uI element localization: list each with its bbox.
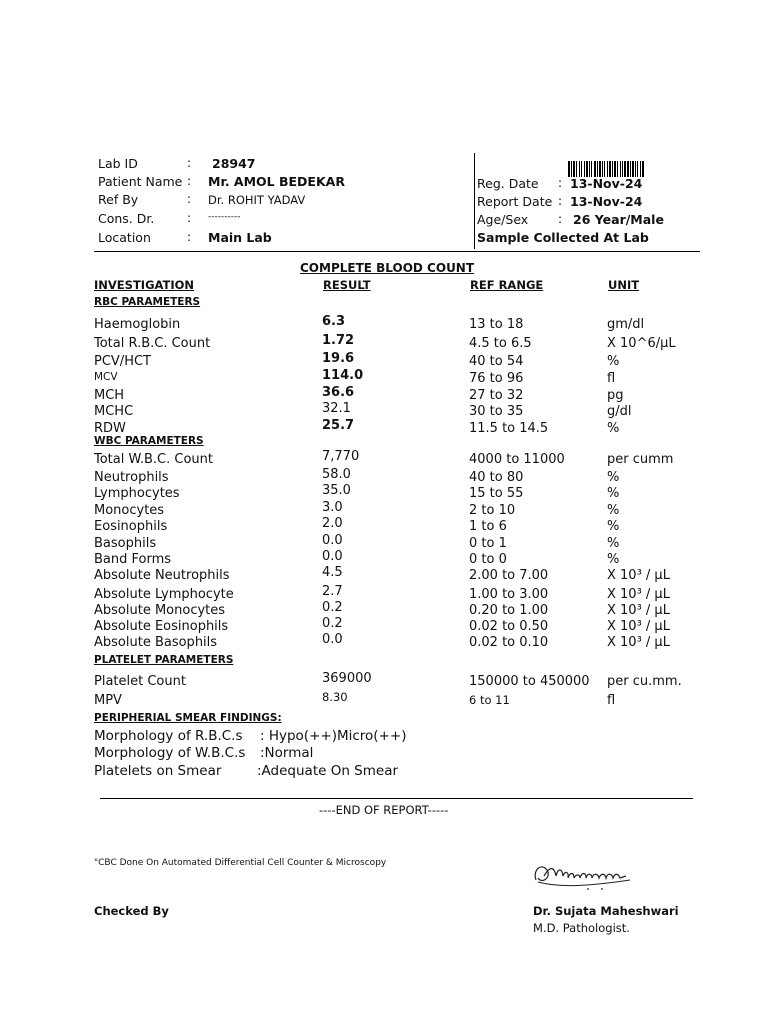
unit: % bbox=[607, 354, 620, 369]
test-result: 0.0 bbox=[322, 632, 343, 647]
ref-range: 6 to 11 bbox=[469, 693, 510, 707]
unit: X 10³ / µL bbox=[607, 587, 670, 602]
colon: : bbox=[558, 194, 563, 208]
test-name: MPV bbox=[94, 693, 122, 708]
location-label: Location bbox=[98, 230, 151, 245]
section-wbc: WBC PARAMETERS bbox=[94, 435, 204, 447]
report-date-value: 13-Nov-24 bbox=[570, 194, 643, 209]
section-rbc: RBC PARAMETERS bbox=[94, 296, 201, 308]
barcode bbox=[568, 161, 688, 177]
unit: pg bbox=[607, 388, 624, 403]
ref-range: 1 to 6 bbox=[469, 519, 507, 534]
unit: % bbox=[607, 536, 620, 551]
test-result: 2.0 bbox=[322, 516, 343, 531]
lab-id-value: 28947 bbox=[212, 156, 256, 171]
smear-wbc-value: :Normal bbox=[260, 745, 314, 761]
ref-range: 4.5 to 6.5 bbox=[469, 336, 532, 351]
col-ref-range: REF RANGE bbox=[470, 278, 544, 292]
location-value: Main Lab bbox=[208, 230, 272, 245]
test-name: Monocytes bbox=[94, 503, 165, 518]
signature bbox=[530, 858, 640, 894]
test-name: Basophils bbox=[94, 536, 157, 551]
end-of-report: ----END OF REPORT----- bbox=[319, 803, 449, 817]
col-result: RESULT bbox=[323, 278, 371, 292]
unit: fl bbox=[607, 371, 616, 386]
doctor-name: Dr. Sujata Maheshwari bbox=[533, 904, 679, 918]
unit: X 10³ / µL bbox=[607, 603, 670, 618]
ref-range: 0 to 0 bbox=[469, 552, 507, 567]
method-note: "CBC Done On Automated Differential Cell Counter & Microscopy bbox=[94, 858, 387, 868]
colon: : bbox=[187, 211, 192, 225]
ref-range: 0 to 1 bbox=[469, 536, 507, 551]
unit: % bbox=[607, 503, 620, 518]
report-date-label: Report Date bbox=[477, 194, 553, 209]
unit: % bbox=[607, 421, 620, 436]
ref-range: 11.5 to 14.5 bbox=[469, 421, 549, 436]
footer-rule bbox=[100, 798, 693, 799]
test-result: 4.5 bbox=[322, 565, 343, 580]
test-name: MCH bbox=[94, 388, 125, 403]
report-title: COMPLETE BLOOD COUNT bbox=[300, 261, 475, 275]
unit: X 10³ / µL bbox=[607, 619, 670, 634]
age-sex-label: Age/Sex bbox=[477, 212, 529, 227]
unit: per cu.mm. bbox=[607, 674, 682, 689]
ref-range: 1.00 to 3.00 bbox=[469, 587, 549, 602]
ref-range: 30 to 35 bbox=[469, 404, 524, 419]
test-result: 114.0 bbox=[322, 368, 364, 383]
cons-dr-value: ---------- bbox=[208, 212, 241, 222]
col-investigation: INVESTIGATION bbox=[94, 278, 195, 292]
ref-by-label: Ref By bbox=[98, 192, 139, 207]
unit: per cumm bbox=[607, 452, 674, 467]
test-name: Eosinophils bbox=[94, 519, 168, 534]
unit: % bbox=[607, 519, 620, 534]
test-result: 0.2 bbox=[322, 600, 343, 615]
ref-range: 76 to 96 bbox=[469, 371, 524, 386]
test-result: 3.0 bbox=[322, 500, 343, 515]
ref-range: 13 to 18 bbox=[469, 317, 524, 332]
smear-platelet-label: Platelets on Smear bbox=[94, 763, 222, 779]
test-result: 32.1 bbox=[322, 401, 351, 416]
header-rule bbox=[94, 251, 700, 252]
section-smear: PERIPHERIAL SMEAR FINDINGS: bbox=[94, 712, 282, 724]
test-name: Platelet Count bbox=[94, 674, 186, 689]
patient-name-value: Mr. AMOL BEDEKAR bbox=[208, 174, 345, 189]
lab-id-label: Lab ID bbox=[98, 156, 138, 171]
colon: : bbox=[558, 212, 563, 226]
colon: : bbox=[187, 174, 192, 188]
colon: : bbox=[187, 230, 192, 244]
test-name: Absolute Monocytes bbox=[94, 603, 226, 618]
test-result: 2.7 bbox=[322, 584, 343, 599]
cons-dr-label: Cons. Dr. bbox=[98, 211, 155, 226]
reg-date-label: Reg. Date bbox=[477, 176, 539, 191]
section-platelet: PLATELET PARAMETERS bbox=[94, 654, 234, 666]
test-name: MCHC bbox=[94, 404, 134, 419]
header-divider bbox=[474, 153, 475, 249]
ref-by-value: Dr. ROHIT YADAV bbox=[208, 193, 306, 207]
smear-rbc-label: Morphology of R.B.C.s bbox=[94, 728, 243, 744]
test-result: 58.0 bbox=[322, 467, 351, 482]
ref-range: 40 to 80 bbox=[469, 470, 524, 485]
test-result: 36.6 bbox=[322, 385, 355, 400]
test-result: 1.72 bbox=[322, 333, 355, 348]
test-name: Total W.B.C. Count bbox=[94, 452, 213, 467]
test-result: 35.0 bbox=[322, 483, 351, 498]
doctor-qualification: M.D. Pathologist. bbox=[533, 921, 630, 935]
checked-by: Checked By bbox=[94, 904, 169, 918]
test-result: 6.3 bbox=[322, 314, 346, 329]
test-name: Neutrophils bbox=[94, 470, 169, 485]
ref-range: 0.20 to 1.00 bbox=[469, 603, 549, 618]
unit: % bbox=[607, 470, 620, 485]
test-result: 369000 bbox=[322, 671, 372, 686]
test-result: 0.0 bbox=[322, 549, 343, 564]
ref-range: 0.02 to 0.50 bbox=[469, 619, 549, 634]
colon: : bbox=[558, 176, 563, 190]
unit: X 10³ / µL bbox=[607, 635, 670, 650]
ref-range: 2 to 10 bbox=[469, 503, 516, 518]
ref-range: 4000 to 11000 bbox=[469, 452, 565, 467]
test-name: Haemoglobin bbox=[94, 317, 181, 332]
unit: X 10³ / µL bbox=[607, 568, 670, 583]
ref-range: 15 to 55 bbox=[469, 486, 524, 501]
ref-range: 27 to 32 bbox=[469, 388, 524, 403]
ref-range: 40 to 54 bbox=[469, 354, 524, 369]
smear-rbc-value: : Hypo(++)Micro(++) bbox=[260, 728, 407, 744]
test-result: 0.0 bbox=[322, 533, 343, 548]
test-result: 0.2 bbox=[322, 616, 343, 631]
test-result: 19.6 bbox=[322, 351, 355, 366]
unit: X 10^6/µL bbox=[607, 336, 676, 351]
test-name: Band Forms bbox=[94, 552, 172, 567]
unit: % bbox=[607, 552, 620, 567]
colon: : bbox=[187, 156, 192, 170]
test-name: Absolute Eosinophils bbox=[94, 619, 229, 634]
test-name: RDW bbox=[94, 421, 126, 436]
age-sex-value: 26 Year/Male bbox=[573, 212, 664, 227]
col-unit: UNIT bbox=[608, 278, 640, 292]
test-name: Absolute Neutrophils bbox=[94, 568, 230, 583]
reg-date-value: 13-Nov-24 bbox=[570, 176, 643, 191]
colon: : bbox=[187, 192, 192, 206]
ref-range: 150000 to 450000 bbox=[469, 674, 590, 689]
smear-wbc-label: Morphology of W.B.C.s bbox=[94, 745, 246, 761]
smear-platelet-value: :Adequate On Smear bbox=[257, 763, 399, 779]
patient-name-label: Patient Name bbox=[98, 174, 183, 189]
unit: gm/dl bbox=[607, 317, 645, 332]
test-name: Lymphocytes bbox=[94, 486, 180, 501]
unit: % bbox=[607, 486, 620, 501]
test-result: 7,770 bbox=[322, 449, 360, 464]
ref-range: 2.00 to 7.00 bbox=[469, 568, 549, 583]
unit: fl bbox=[607, 693, 616, 708]
unit: g/dl bbox=[607, 404, 632, 419]
sample-note: Sample Collected At Lab bbox=[477, 230, 649, 245]
ref-range: 0.02 to 0.10 bbox=[469, 635, 549, 650]
test-name: Absolute Lymphocyte bbox=[94, 587, 234, 602]
test-name: PCV/HCT bbox=[94, 354, 151, 369]
test-name: Total R.B.C. Count bbox=[94, 336, 211, 351]
test-result: 25.7 bbox=[322, 418, 355, 433]
test-result: 8.30 bbox=[322, 690, 348, 704]
test-name: MCV bbox=[94, 371, 118, 383]
test-name: Absolute Basophils bbox=[94, 635, 218, 650]
